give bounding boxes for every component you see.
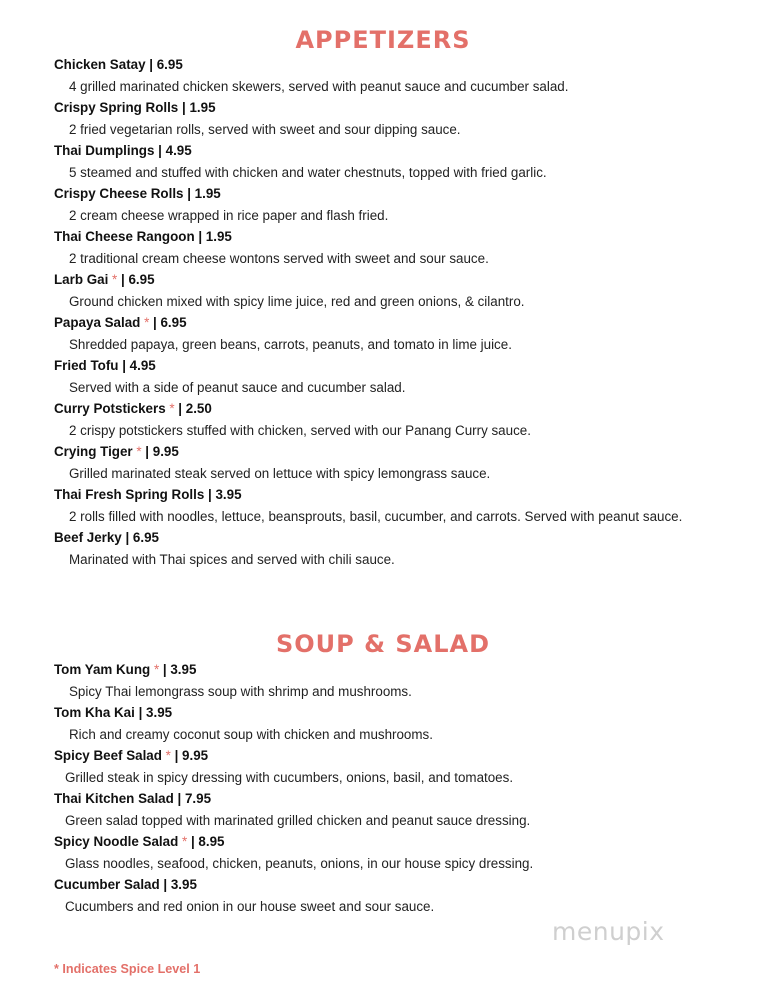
menu-item — [54, 312, 754, 355]
menu-item-heading — [54, 484, 754, 506]
menu-item-price: | 3.95 — [134, 705, 173, 720]
menu-item-heading — [54, 183, 754, 205]
menu-item-heading — [54, 140, 754, 162]
menu-item-heading — [54, 659, 754, 681]
menu-item — [54, 831, 754, 874]
menu-item-heading — [54, 97, 754, 119]
menu-item — [54, 355, 754, 398]
menu-item — [54, 183, 754, 226]
menu-item-description: 2 rolls filled with noodles, lettuce, beansprouts, basil, cucumber, and carrots. Served with peanut sauce. — [69, 508, 683, 524]
menu-item-name: Papaya Salad — [54, 315, 145, 330]
menu-item-name: Curry Potstickers — [54, 401, 170, 416]
menu-item — [54, 527, 754, 570]
menu-item — [54, 745, 754, 788]
menu-item-heading — [54, 226, 754, 248]
menu-item-description: 2 crispy potstickers stuffed with chicken, served with our Panang Curry sauce. — [69, 422, 531, 438]
menu-item-price: | 8.95 — [187, 834, 225, 849]
menu-item-name: Larb Gai — [54, 272, 113, 287]
menu-item-heading — [54, 54, 754, 76]
menu-item-description: Shredded papaya, green beans, carrots, peanuts, and tomato in lime juice. — [69, 336, 512, 352]
menu-item-description: Rich and creamy coconut soup with chicken and mushrooms. — [69, 726, 433, 742]
menu-item-price: | 3.95 — [159, 662, 197, 677]
menu-item-price: | 1.95 — [183, 186, 221, 201]
menu-item-name: Beef Jerky — [54, 530, 122, 545]
menu-item-heading — [54, 441, 754, 463]
menu-item-name: Thai Dumplings — [54, 143, 155, 158]
menu-item-name: Chicken Satay — [54, 57, 150, 72]
menu-item-name: Crispy Spring Rolls — [54, 100, 179, 115]
menu-item — [54, 788, 754, 831]
menu-item-price: | 4.95 — [154, 143, 192, 158]
menu-item — [54, 140, 754, 183]
menu-item-description: Grilled steak in spicy dressing with cucumbers, onions, basil, and tomatoes. — [65, 769, 514, 785]
soup-salad-title: SOUP & SALAD — [275, 630, 491, 658]
menu-item — [54, 269, 754, 312]
menu-item-description: 2 cream cheese wrapped in rice paper and flash fried. — [69, 207, 389, 223]
menu-item-description: Ground chicken mixed with spicy lime juice, red and green onions, & cilantro. — [69, 293, 525, 309]
menu-item-name: Tom Yam Kung — [54, 662, 154, 677]
menu-item-price: | 6.95 — [149, 57, 183, 72]
menu-item-description: Cucumbers and red onion in our house sweet and sour sauce. — [65, 898, 435, 914]
menu-item-price: | 1.95 — [178, 100, 216, 115]
menu-item-name: Spicy Beef Salad — [54, 748, 166, 763]
menu-item-name: Thai Kitchen Salad — [54, 791, 174, 806]
menu-item — [54, 702, 754, 745]
menu-item-price: | 9.95 — [170, 748, 209, 763]
spice-footnote: * Indicates Spice Level 1 — [54, 962, 201, 976]
menu-item-price: | 3.95 — [204, 487, 242, 502]
menu-item — [54, 54, 754, 97]
spice-star: * — [112, 272, 118, 287]
menu-item-price: | 2.50 — [174, 401, 212, 416]
menu-item-name: Fried Tofu — [54, 358, 119, 373]
spice-star: * — [136, 444, 142, 459]
menu-item-price: | 9.95 — [141, 444, 179, 459]
menu-item-price: | 6.95 — [121, 530, 159, 545]
menu-item-price: | 1.95 — [194, 229, 232, 244]
spice-star: * — [165, 748, 171, 763]
menu-item-description: Marinated with Thai spices and served with chili sauce. — [69, 551, 395, 567]
menu-item-description: 4 grilled marinated chicken skewers, served with peanut sauce and cucumber salad. — [69, 78, 569, 94]
menu-item-name: Cucumber Salad — [54, 877, 160, 892]
spice-star: * — [153, 662, 160, 677]
spice-star: * — [182, 834, 188, 849]
menu-item-price: | 7.95 — [173, 791, 212, 806]
menu-item-description: 2 traditional cream cheese wontons served with sweet and sour sauce. — [69, 250, 489, 266]
menu-item-description: Spicy Thai lemongrass soup with shrimp and mushrooms. — [69, 683, 412, 699]
menu-item-price: | 3.95 — [159, 877, 197, 892]
menu-item-price: | 4.95 — [118, 358, 156, 373]
spice-star: * — [144, 315, 150, 330]
menu-item-description: Glass noodles, seafood, chicken, peanuts, onions, in our house spicy dressing. — [65, 855, 534, 871]
menu-item-name: Thai Fresh Spring Rolls — [54, 487, 205, 502]
menu-item-name: Spicy Noodle Salad — [54, 834, 182, 849]
menu-item — [54, 441, 754, 484]
menu-item-heading — [54, 398, 754, 420]
menu-item-price: | 6.95 — [149, 315, 187, 330]
menu-item-name: Tom Kha Kai — [54, 705, 135, 720]
menu-item-heading — [54, 745, 754, 767]
appetizers-list — [54, 54, 754, 570]
menu-item-name: Crying Tiger — [54, 444, 137, 459]
menu-item-price: | 6.95 — [117, 272, 155, 287]
menu-item-name: Thai Cheese Rangoon — [54, 229, 195, 244]
menu-item-heading — [54, 312, 754, 334]
menu-item-heading — [54, 527, 754, 549]
menu-item-name: Crispy Cheese Rolls — [54, 186, 184, 201]
soup-salad-list — [54, 659, 754, 917]
menu-item-heading — [54, 355, 754, 377]
menu-item-description: Grilled marinated steak served on lettuce with spicy lemongrass sauce. — [69, 465, 491, 481]
menu-item-heading — [54, 831, 754, 853]
menu-item-description: 5 steamed and stuffed with chicken and water chestnuts, topped with fried garlic. — [69, 164, 547, 180]
appetizers-title: APPETIZERS — [295, 26, 471, 54]
menu-item — [54, 398, 754, 441]
menu-item-heading — [54, 788, 754, 810]
menu-item — [54, 226, 754, 269]
menu-item-description: Green salad topped with marinated grilled chicken and peanut sauce dressing. — [65, 812, 531, 828]
menu-item-heading — [54, 702, 754, 724]
menu-item — [54, 97, 754, 140]
menupix-watermark: menupix — [552, 917, 665, 946]
menu-item — [54, 874, 754, 917]
spice-star: * — [169, 401, 175, 416]
menu-item — [54, 484, 754, 527]
menu-item-description: Served with a side of peanut sauce and cucumber salad. — [69, 379, 406, 395]
menu-item-heading — [54, 874, 754, 896]
menu-item-heading — [54, 269, 754, 291]
menu-item — [54, 659, 754, 702]
menu-item-description: 2 fried vegetarian rolls, served with sweet and sour dipping sauce. — [69, 121, 461, 137]
